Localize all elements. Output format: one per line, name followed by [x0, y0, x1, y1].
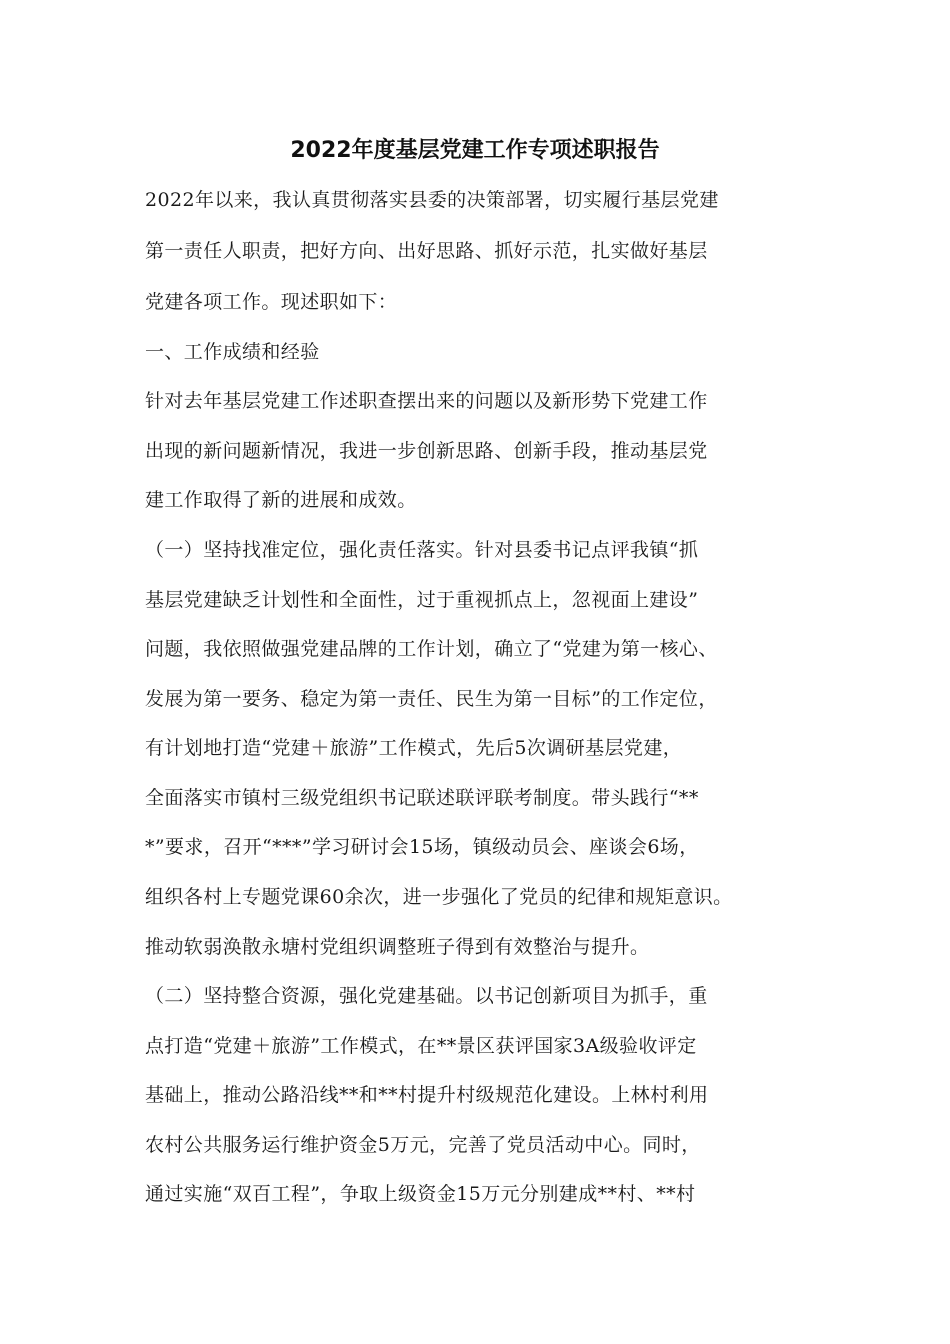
document-title: 2022年度基层党建工作专项述职报告	[290, 138, 660, 163]
paragraph-line: （一）坚持找准定位，强化责任落实。针对县委书记点评我镇“抓	[145, 539, 699, 561]
paragraph-line: *”要求，召开“***”学习研讨会15场，镇级动员会、座谈会6场，	[145, 836, 699, 858]
paragraph-line: 组织各村上专题党课60余次，进一步强化了党员的纪律和规矩意识。	[145, 886, 733, 908]
paragraph-line: 发展为第一要务、稳定为第一责任、民生为第一目标”的工作定位，	[145, 688, 718, 710]
section-heading: 一、工作成绩和经验	[145, 341, 320, 363]
paragraph-line: 2022年以来，我认真贯彻落实县委的决策部署，切实履行基层党建	[145, 189, 719, 211]
paragraph-line: 第一责任人职责，把好方向、出好思路、抓好示范，扎实做好基层	[145, 240, 708, 262]
paragraph-line: 党建各项工作。现述职如下：	[145, 291, 398, 313]
paragraph-line: 通过实施“双百工程”，争取上级资金15万元分别建成**村、**村	[145, 1183, 696, 1205]
paragraph-line: 出现的新问题新情况，我进一步创新思路、创新手段，推动基层党	[145, 440, 708, 462]
paragraph-line: 基础上，推动公路沿线**和**村提升村级规范化建设。上林村利用	[145, 1084, 709, 1106]
paragraph-line: 农村公共服务运行维护资金5万元，完善了党员活动中心。同时，	[145, 1134, 701, 1156]
paragraph-line: 针对去年基层党建工作述职查摆出来的问题以及新形势下党建工作	[145, 390, 708, 412]
paragraph-line: 点打造“党建＋旅游”工作模式，在**景区获评国家3A级验收评定	[145, 1035, 697, 1057]
paragraph-line: 全面落实市镇村三级党组织书记联述联评联考制度。带头践行“**	[145, 787, 699, 809]
paragraph-line: 问题，我依照做强党建品牌的工作计划，确立了“党建为第一核心、	[145, 638, 718, 660]
paragraph-line: 有计划地打造“党建＋旅游”工作模式，先后5次调研基层党建，	[145, 737, 683, 759]
paragraph-line: 推动软弱涣散永塘村党组织调整班子得到有效整治与提升。	[145, 936, 650, 958]
paragraph-line: （二）坚持整合资源，强化党建基础。以书记创新项目为抓手，重	[145, 985, 708, 1007]
paragraph-line: 建工作取得了新的进展和成效。	[145, 489, 417, 511]
paragraph-line: 基层党建缺乏计划性和全面性，过于重视抓点上，忽视面上建设”	[145, 589, 699, 611]
